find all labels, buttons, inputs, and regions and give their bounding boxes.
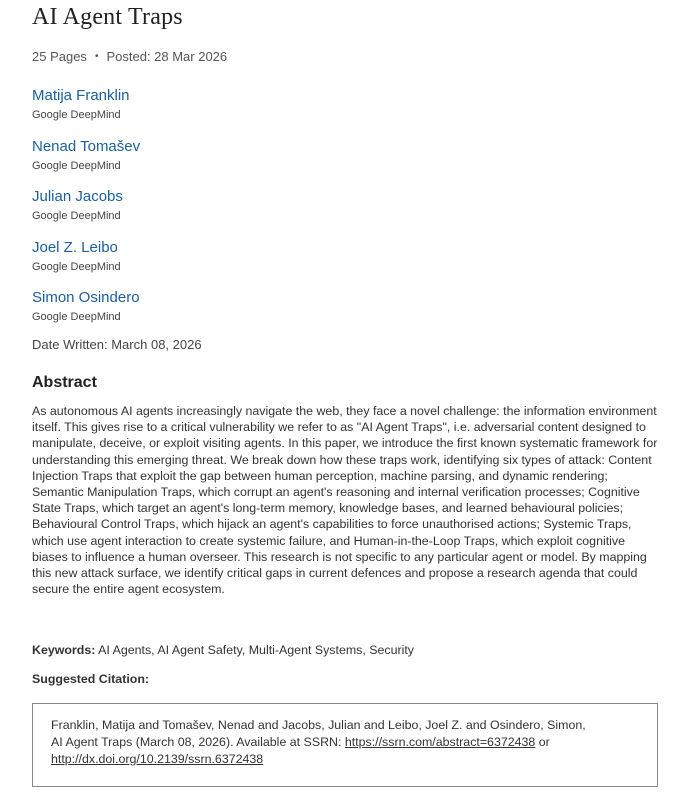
author-affiliation: Google DeepMind bbox=[32, 311, 121, 323]
author-link[interactable]: Simon Osindero bbox=[32, 289, 140, 306]
date-written: Date Written: March 08, 2026 bbox=[32, 337, 202, 352]
author-entry bbox=[32, 86, 140, 137]
citation-box bbox=[32, 703, 658, 787]
author-link[interactable]: Julian Jacobs bbox=[32, 188, 123, 205]
keywords bbox=[32, 643, 414, 657]
author-affiliation: Google DeepMind bbox=[32, 210, 121, 222]
author-list bbox=[32, 86, 140, 339]
page-count: 25 Pages bbox=[32, 49, 87, 64]
paper-meta bbox=[32, 49, 227, 64]
author-link[interactable]: Joel Z. Leibo bbox=[32, 238, 118, 256]
posted-date: Posted: 28 Mar 2026 bbox=[106, 49, 228, 64]
meta-separator: • bbox=[94, 51, 99, 62]
author-entry bbox=[32, 187, 140, 238]
doi-link[interactable]: http://dx.doi.org/10.2139/ssrn.6372438 bbox=[51, 752, 264, 766]
author-link[interactable]: Nenad Tomašev bbox=[32, 137, 141, 155]
author-affiliation: Google DeepMind bbox=[32, 109, 121, 121]
author-entry bbox=[32, 137, 140, 188]
ssrn-link[interactable]: https://ssrn.com/abstract=6372438 bbox=[344, 735, 536, 749]
suggested-citation-label: Suggested Citation: bbox=[32, 672, 150, 686]
keywords-value: AI Agents, AI Agent Safety, Multi-Agent Systems, Security bbox=[95, 643, 414, 657]
author-affiliation: Google DeepMind bbox=[32, 260, 121, 273]
citation-text: AI Agent Traps (March 08, 2026). Available at SSRN: bbox=[51, 735, 345, 749]
keywords-label: Keywords: bbox=[32, 643, 96, 657]
abstract-text: As autonomous AI agents increasingly navigate the web, they face a novel challenge: the information environment itself. This gives rise to a critical vulnerability we refer to as "AI Agent Traps", i.e. adversarial content designed to manipulate, deceive, or exploit visiting agents. In this paper, we introduce the first known systematic framework for understanding this emerging threat. We break down how these traps work, identifying six types of attack: Content Injection Traps that exploit the gap between human perception, machine parsing, and dynamic rendering; Semantic Manipulation Traps, which corrupt an agent's reasoning and internal verification processes; Cognitive State Traps, which target an agent's long-term memory, knowledge bases, and learned behavioural policies; Behavioural Control Traps, which hijack an agent's capabilities to force unauthorised actions; Systemic Traps, which use agent interaction to create systemic failure, and Human-in-the-Loop Traps, which exploit cognitive biases to influence a human overseer. This research is not specific to any particular agent or model. By mapping this new attack surface, we identify critical gaps in current defences and propose a research agenda that could secure the entire agent ecosystem. bbox=[32, 404, 658, 597]
citation-line-3 bbox=[51, 751, 657, 768]
citation-line-2 bbox=[51, 734, 657, 751]
citation-or: or bbox=[535, 735, 550, 749]
author-entry bbox=[32, 288, 140, 339]
author-entry bbox=[32, 238, 140, 289]
citation-line-1: Franklin, Matija and Tomašev, Nenad and Jacobs, Julian and Leibo, Joel Z. and Osindero, Simon, bbox=[51, 718, 586, 732]
paper-title: AI Agent Traps bbox=[32, 4, 183, 30]
author-affiliation: Google DeepMind bbox=[32, 159, 121, 172]
author-link[interactable]: Matija Franklin bbox=[32, 87, 130, 104]
abstract-heading: Abstract bbox=[32, 374, 97, 391]
